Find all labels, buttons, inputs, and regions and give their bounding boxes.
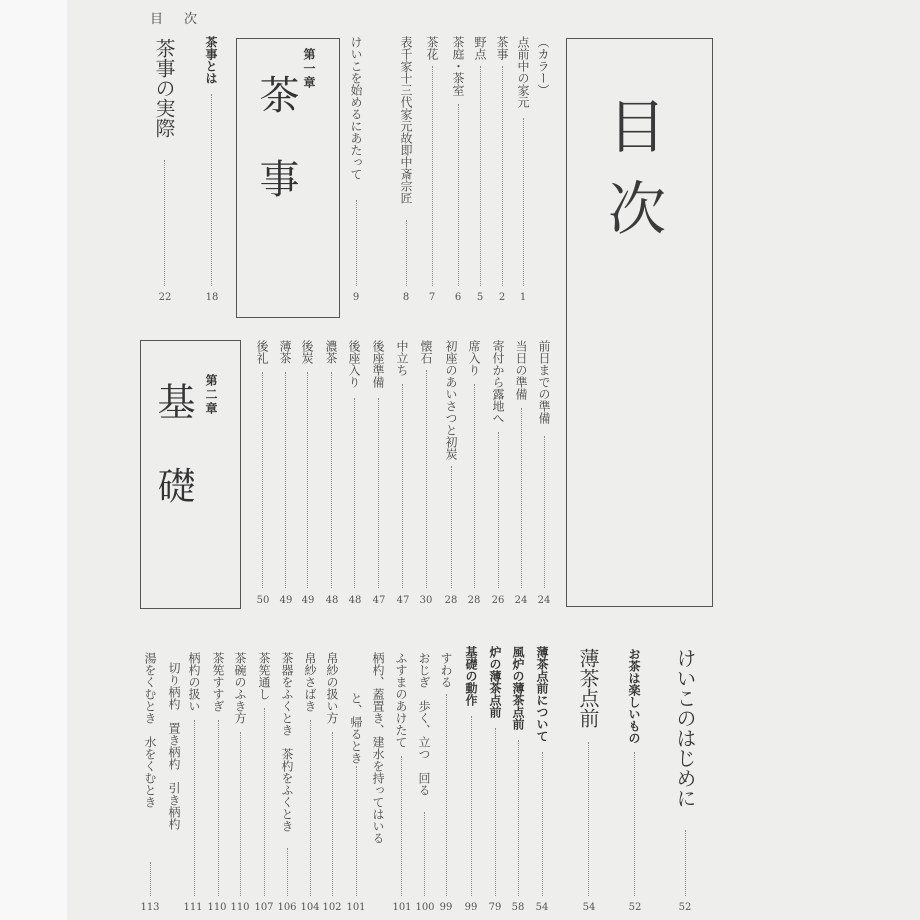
page-title: 目次 — [598, 96, 666, 260]
toc-leader — [498, 432, 499, 588]
toc-page-number: 24 — [514, 595, 528, 606]
color-section-label: （カラー） — [536, 36, 550, 96]
toc-leader — [471, 716, 472, 896]
toc-leader — [424, 812, 425, 896]
toc-entry: 表千家十三代家元故即中斎宗匠 — [399, 36, 413, 204]
toc-entry: 茶碗のふき方 — [233, 652, 247, 724]
toc-leader — [495, 728, 496, 896]
toc-leader — [518, 740, 519, 896]
toc-page-number: 101 — [392, 902, 412, 913]
section-heading: 薄茶点前 — [576, 648, 600, 728]
toc-page-number: 48 — [325, 595, 339, 606]
toc-leader — [240, 732, 241, 896]
toc-leader — [287, 848, 288, 896]
toc-page-number: 47 — [372, 595, 386, 606]
toc-leader — [264, 708, 265, 896]
toc-page-number: 7 — [428, 292, 436, 303]
toc-entry: 後座準備 — [371, 340, 385, 388]
toc-page-number: 28 — [444, 595, 458, 606]
toc-entry: 当日の準備 — [514, 340, 528, 400]
toc-page-number: 107 — [254, 902, 274, 913]
toc-leader — [634, 752, 635, 896]
left-margin — [0, 0, 67, 920]
toc-entry: 帛紗の扱い方 — [325, 652, 339, 724]
toc-leader — [307, 372, 308, 588]
toc-entry: 炉の薄茶点前 — [488, 646, 502, 718]
toc-entry: 席入り — [467, 340, 481, 376]
toc-entry: けいこを始めるにあたって — [349, 36, 363, 180]
toc-page-number: 110 — [207, 902, 227, 913]
toc-entry: 茶花 — [425, 36, 439, 60]
toc-page-number: 22 — [158, 292, 172, 303]
toc-leader — [523, 118, 524, 286]
toc-page-number: 104 — [300, 902, 320, 913]
toc-page-number: 8 — [402, 292, 410, 303]
chapter1-label: 第一章 — [302, 48, 316, 90]
toc-leader — [480, 66, 481, 286]
toc-page-number: 26 — [491, 595, 505, 606]
toc-leader — [406, 220, 407, 286]
toc-entry: 風炉の薄茶点前 — [511, 646, 525, 730]
toc-page-number: 54 — [582, 902, 596, 913]
toc-leader — [354, 398, 355, 588]
toc-entry: 湯をくむとき 水をくむとき — [143, 652, 157, 808]
toc-leader — [502, 66, 503, 286]
toc-leader — [332, 732, 333, 896]
toc-leader — [685, 830, 686, 896]
toc-page-number: 49 — [301, 595, 315, 606]
toc-page-number: 18 — [205, 292, 219, 303]
toc-entry: 野点 — [473, 36, 487, 60]
toc-page-number: 24 — [537, 595, 551, 606]
toc-entry: 基礎の動作 — [464, 646, 478, 706]
toc-page-number: 102 — [322, 902, 342, 913]
toc-page-number: 99 — [464, 902, 478, 913]
toc-entry: 後座入り — [347, 340, 361, 388]
toc-page-number: 111 — [183, 902, 203, 913]
toc-leader — [378, 398, 379, 588]
toc-entry: 点前中の家元 — [516, 36, 530, 108]
toc-entry: お茶は楽しいもの — [627, 648, 641, 744]
toc-page-number: 5 — [476, 292, 484, 303]
toc-entry: 帛紗さばき — [303, 652, 317, 712]
section-heading: けいこのはじめに — [673, 648, 697, 808]
toc-page-number: 47 — [396, 595, 410, 606]
toc-entry: 柄杓の扱い — [187, 652, 201, 712]
toc-entry: 懐石 — [419, 340, 433, 364]
toc-page-number: 52 — [628, 902, 642, 913]
toc-page-number: 113 — [140, 902, 160, 913]
toc-entry: 柄杓、蓋置き、建水を持ってはいる — [371, 652, 385, 844]
toc-leader — [164, 160, 165, 286]
toc-page-number: 30 — [419, 595, 433, 606]
toc-page-number: 52 — [678, 902, 692, 913]
toc-entry: 茶筅通し — [257, 652, 271, 700]
toc-entry: 中立ち — [395, 340, 409, 376]
toc-entry: おじぎ 歩く、立つ 回る — [417, 652, 431, 796]
toc-entry: 茶筅すすぎ — [211, 652, 225, 712]
toc-entry: 後礼 — [255, 340, 269, 364]
toc-leader — [331, 372, 332, 588]
toc-leader — [521, 408, 522, 588]
toc-leader — [451, 466, 452, 588]
toc-page-number: 49 — [279, 595, 293, 606]
toc-page-number: 99 — [439, 902, 453, 913]
toc-page-number: 28 — [467, 595, 481, 606]
toc-leader — [218, 720, 219, 896]
toc-entry: 茶事とは — [204, 36, 218, 84]
toc-leader — [588, 742, 589, 896]
chapter2-title: 基 礎 — [151, 382, 195, 508]
toc-page-number: 9 — [352, 292, 360, 303]
toc-leader — [194, 720, 195, 896]
toc-leader — [474, 384, 475, 588]
toc-leader — [426, 370, 427, 588]
toc-entry: 薄茶 — [278, 340, 292, 364]
toc-leader — [150, 862, 151, 896]
toc-leader — [310, 720, 311, 896]
toc-leader — [432, 66, 433, 286]
toc-page-number: 58 — [511, 902, 525, 913]
toc-page-number: 1 — [519, 292, 527, 303]
toc-entry: ふすまのあけたて — [394, 652, 408, 748]
toc-entry: 前日までの準備 — [537, 340, 551, 424]
toc-entry: 薄茶点前について — [535, 646, 549, 742]
toc-entry-continued: と、帰るとき — [349, 692, 363, 764]
toc-page-number: 2 — [498, 292, 506, 303]
toc-leader — [402, 384, 403, 588]
toc-entry: 寄付から露地へ — [491, 340, 505, 424]
toc-leader — [262, 372, 263, 588]
toc-leader — [446, 694, 447, 896]
toc-leader — [356, 200, 357, 286]
toc-page-number: 54 — [535, 902, 549, 913]
toc-page-number: 48 — [348, 595, 362, 606]
toc-leader — [211, 94, 212, 286]
running-header-text: 目 次 — [150, 12, 202, 27]
toc-leader — [544, 436, 545, 588]
toc-entry: 茶事 — [495, 36, 509, 60]
toc-entry: 茶器をふくとき 茶杓をふくとき — [280, 652, 294, 832]
toc-entry-sub: 切り柄杓 置き柄杓 引き柄杓 — [167, 662, 181, 830]
toc-page-number: 110 — [230, 902, 250, 913]
toc-page-number: 101 — [346, 902, 366, 913]
toc-leader — [401, 756, 402, 896]
toc-leader — [542, 752, 543, 896]
chapter1-title: 茶 事 — [253, 74, 299, 200]
toc-page-number: 100 — [415, 902, 435, 913]
toc-page-number: 6 — [454, 292, 462, 303]
toc-entry: 後炭 — [300, 340, 314, 364]
toc-leader — [285, 372, 286, 588]
toc-entry: 初座のあいさつと初炭 — [444, 340, 458, 460]
toc-leader — [356, 766, 357, 896]
toc-page-number: 50 — [256, 595, 270, 606]
toc-page-number: 106 — [277, 902, 297, 913]
toc-page-number: 79 — [488, 902, 502, 913]
toc-entry: すわる — [439, 652, 453, 688]
toc-entry: 茶事の実際 — [152, 38, 176, 138]
chapter2-label: 第二章 — [204, 374, 218, 416]
toc-entry: 茶庭・茶室 — [451, 36, 465, 96]
toc-entry: 濃茶 — [324, 340, 338, 364]
toc-leader — [458, 104, 459, 286]
